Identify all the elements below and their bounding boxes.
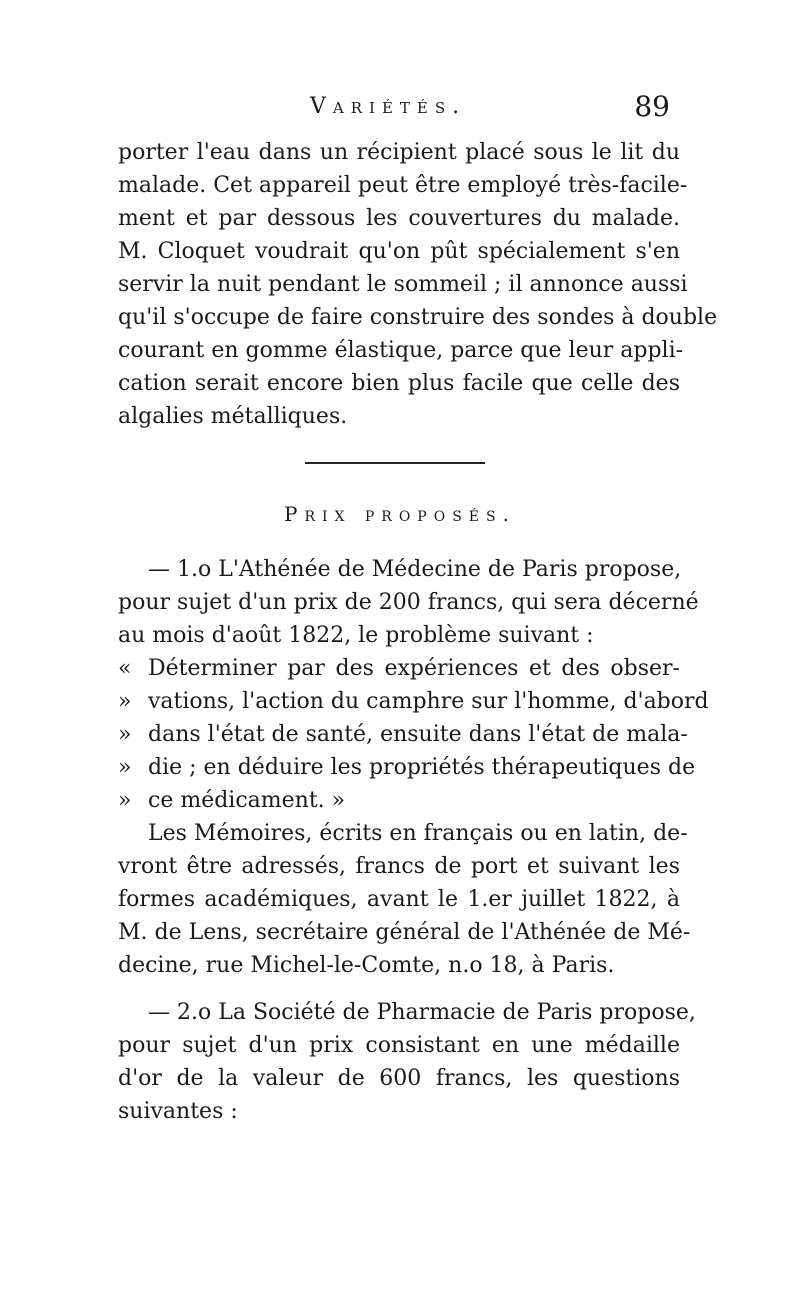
- text-line: — 1.o L'Athénée de Médecine de Paris propose,: [148, 557, 682, 582]
- running-title: Variétés.: [310, 94, 467, 119]
- quote-mark: »: [118, 722, 132, 747]
- text-line: porter l'eau dans un récipient placé sous le lit du: [118, 140, 680, 165]
- text-line: suivantes :: [118, 1099, 238, 1124]
- text-line: ment et par dessous les couvertures du malade.: [118, 206, 680, 231]
- text-line: servir la nuit pendant le sommeil ; il annonce aussi: [118, 272, 688, 297]
- quote-text: vations, l'action du camphre sur l'homme, d'abord: [148, 689, 709, 714]
- quote-mark: »: [118, 788, 132, 813]
- text-line: d'or de la valeur de 600 francs, les questions: [118, 1066, 680, 1091]
- quote-mark: »: [118, 689, 132, 714]
- prize-1-question: [118, 652, 709, 817]
- section-divider: [305, 462, 485, 464]
- quote-mark: »: [118, 755, 132, 780]
- text-line: Les Mémoires, écrits en français ou en latin, de-: [148, 821, 688, 846]
- text-line: algalies métalliques.: [118, 404, 348, 429]
- prize-2-intro: [118, 996, 696, 1128]
- text-line: M. de Lens, secrétaire général de l'Athénée de Mé-: [118, 920, 691, 945]
- page-number: 89: [634, 90, 670, 123]
- quote-line: [118, 718, 688, 751]
- text-line: — 2.o La Société de Pharmacie de Paris propose,: [148, 1000, 696, 1025]
- text-line: pour sujet d'un prix consistant en une médaille: [118, 1033, 680, 1058]
- text-line: decine, rue Michel-le-Comte, n.o 18, à Paris.: [118, 953, 615, 978]
- text-line: M. Cloquet voudrait qu'on pût spécialement s'en: [118, 239, 680, 264]
- quote-text: Déterminer par des expériences et des obser-: [148, 656, 680, 681]
- quote-text: ce médicament. »: [148, 788, 346, 813]
- paragraph-camphor-device: [118, 136, 718, 433]
- text-line: malade. Cet appareil peut être employé très-facile-: [118, 173, 688, 198]
- prize-1-details: [118, 817, 691, 982]
- text-line: qu'il s'occupe de faire construire des sondes à double: [118, 305, 718, 330]
- prize-1-intro: [118, 553, 699, 652]
- section-title: Prix proposés.: [284, 502, 516, 526]
- quote-line: [118, 685, 709, 718]
- text-line: vront être adressés, francs de port et suivant les: [118, 854, 680, 879]
- quote-line: [118, 751, 696, 784]
- text-line: formes académiques, avant le 1.er juillet 1822, à: [118, 887, 680, 912]
- text-line: au mois d'août 1822, le problème suivant :: [118, 623, 594, 648]
- quote-line: [118, 784, 680, 817]
- text-line: cation serait encore bien plus facile que celle des: [118, 371, 680, 396]
- quote-text: dans l'état de santé, ensuite dans l'état de mala-: [148, 722, 688, 747]
- quote-text: die ; en déduire les propriétés thérapeutiques de: [148, 755, 696, 780]
- text-line: pour sujet d'un prix de 200 francs, qui sera décerné: [118, 590, 699, 615]
- page-header: [120, 90, 680, 134]
- quote-mark: «: [118, 656, 132, 681]
- quote-line: [118, 652, 680, 685]
- text-line: courant en gomme élastique, parce que leur appli-: [118, 338, 684, 363]
